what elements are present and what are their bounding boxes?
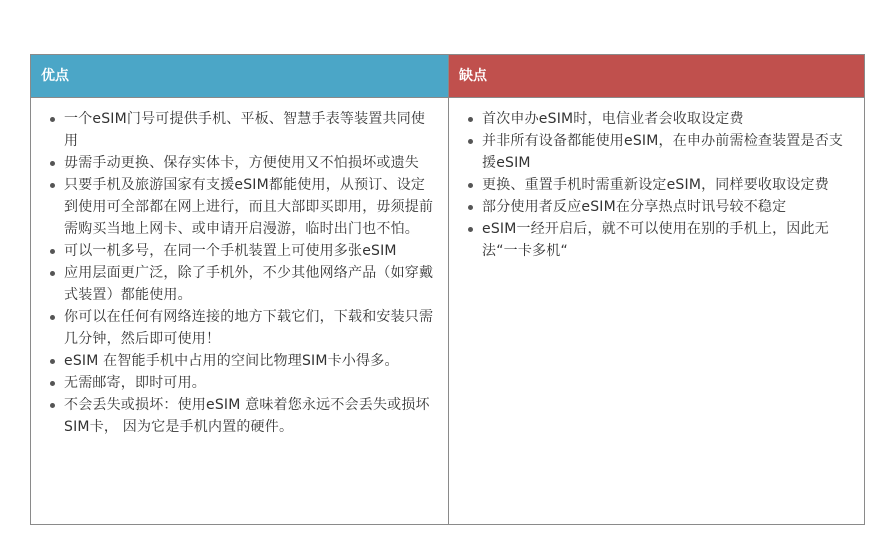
list-item: 无需邮寄，即时可用。 (64, 372, 436, 394)
table-body-row (31, 97, 864, 524)
table-header-row (31, 55, 864, 97)
list-item: 可以一机多号，在同一个手机装置上可使用多张eSIM (64, 240, 436, 262)
pros-header: 优点 (31, 55, 449, 97)
list-item: eSIM 在智能手机中占用的空间比物理SIM卡小得多。 (64, 350, 436, 372)
list-item: 并非所有设备都能使用eSIM，在申办前需检查装置是否支援eSIM (482, 130, 852, 174)
list-item: 部分使用者反应eSIM在分享热点时讯号较不稳定 (482, 196, 852, 218)
list-item: 你可以在任何有网络连接的地方下载它们，下载和安装只需几分钟，然后即可使用！ (64, 306, 436, 350)
list-item: 首次申办eSIM时，电信业者会收取设定费 (482, 108, 852, 130)
list-item: 应用层面更广泛，除了手机外，不少其他网络产品（如穿戴式装置）都能使用。 (64, 262, 436, 306)
cons-cell (449, 98, 864, 524)
list-item: 不会丢失或损坏：使用eSIM 意味着您永远不会丢失或损坏SIM卡， 因为它是手机内置的硬件。 (64, 394, 436, 438)
cons-list (463, 108, 852, 262)
list-item: 只要手机及旅游国家有支援eSIM都能使用，从预订、设定到使用可全部都在网上进行，而且大部即买即用，毋须提前需购买当地上网卡、或申请开启漫游，临时出门也不怕。 (64, 174, 436, 240)
list-item: eSIM一经开启后，就不可以使用在别的手机上，因此无法“一卡多机“ (482, 218, 852, 262)
list-item: 毋需手动更换、保存实体卡，方便使用又不怕损坏或遗失 (64, 152, 436, 174)
pros-list (45, 108, 436, 438)
pros-cell (31, 98, 449, 524)
list-item: 一个eSIM门号可提供手机、平板、智慧手表等装置共同使用 (64, 108, 436, 152)
list-item: 更换、重置手机时需重新设定eSIM，同样要收取设定费 (482, 174, 852, 196)
pros-cons-table (30, 54, 865, 525)
cons-header: 缺点 (449, 55, 864, 97)
